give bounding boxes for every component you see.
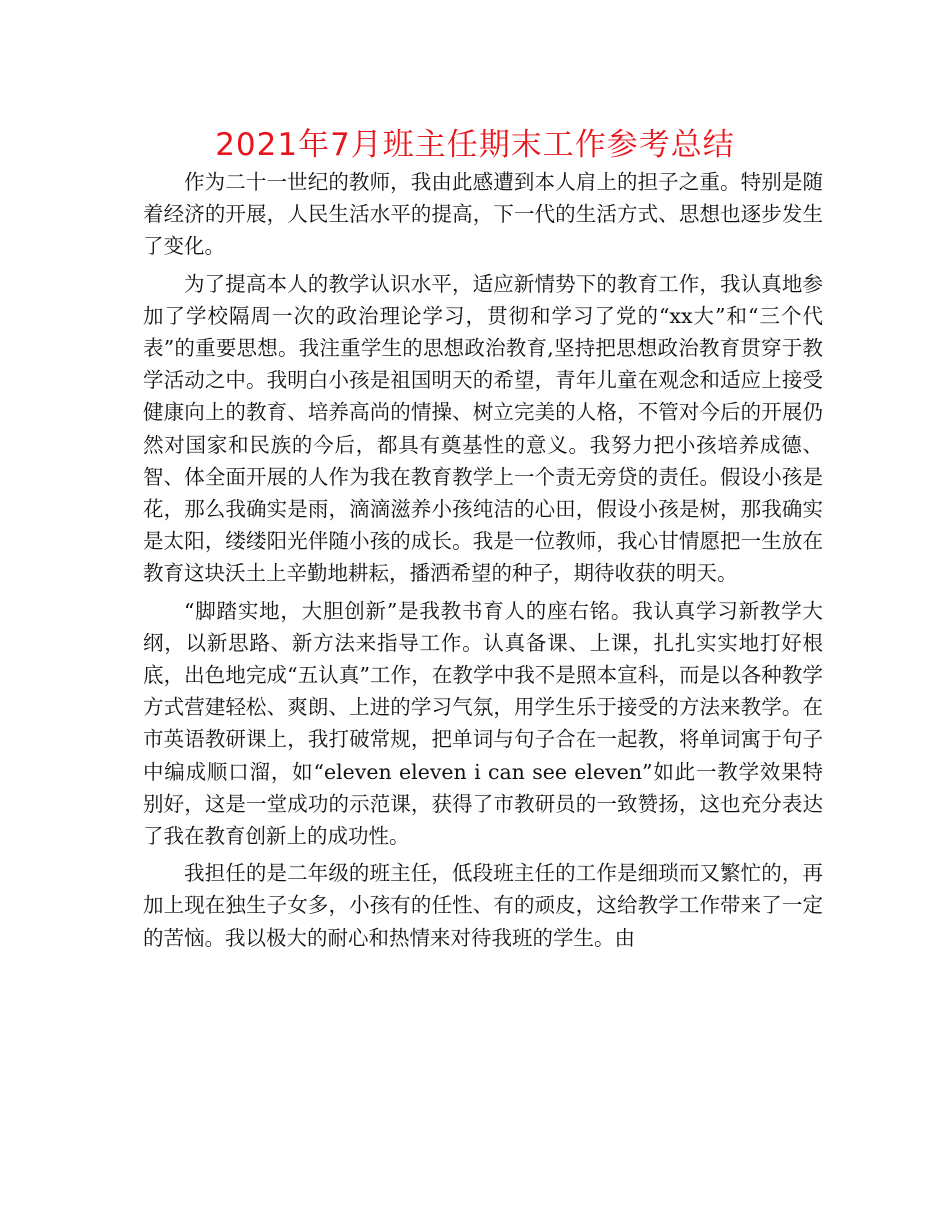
document-body — [143, 166, 823, 959]
paragraph-3: “脚踏实地，大胆创新”是我教书育人的座右铭。我认真学习新教学大纲，以新思路、新方法来指导工作。认真备课、上课，扎扎实实地打好根底，出色地完成“五认真”工作，在教学中我不是照本宣科，而是以各种教学方式营建轻松、爽朗、上进的学习气氛，用学生乐于接受的方法来教学。在市英语教研课上，我打破常规，把单词与句子合在一起教，将单词寓于句子中编成顺口溜，如“eleven eleven i can see eleven”如此一教学效果特别好，这是一堂成功的示范课，获得了市教研员的一致赞扬，这也充分表达了我在教育创新上的成功性。 — [143, 598, 823, 849]
paragraph-1: 作为二十一世纪的教师，我由此感遭到本人肩上的担子之重。特别是随着经济的开展，人民生活水平的提高，下一代的生活方式、思想也逐步发生了变化。 — [143, 170, 823, 259]
document-title: 2021年7月班主任期末工作参考总结 — [215, 127, 735, 163]
paragraph-2: 为了提高本人的教学认识水平，适应新情势下的教育工作，我认真地参加了学校隔周一次的政治理论学习，贯彻和学习了党的“xx大”和“三个代表”的重要思想。我注重学生的思想政治教育,坚持把思想政治教育贯穿于教学活动之中。我明白小孩是祖国明天的希望，青年儿童在观念和适应上接受健康向上的教育、培养高尚的情操、树立完美的人格，不管对今后的开展仍然对国家和民族的今后，都具有奠基性的意义。我努力把小孩培养成德、智、体全面开展的人作为我在教育教学上一个责无旁贷的责任。假设小孩是花，那么我确实是雨，滴滴滋养小孩纯洁的心田，假设小孩是树，那我确实是太阳，缕缕阳光伴随小孩的成长。我是一位教师，我心甘情愿把一生放在教育这块沃土上辛勤地耕耘，播洒希望的种子，期待收获的明天。 — [143, 271, 823, 586]
paragraph-4: 我担任的是二年级的班主任，低段班主任的工作是细琐而又繁忙的，再加上现在独生子女多，小孩有的任性、有的顽皮，这给教学工作带来了一定的苦恼。我以极大的耐心和热情来对待我班的学生。由 — [143, 861, 823, 950]
